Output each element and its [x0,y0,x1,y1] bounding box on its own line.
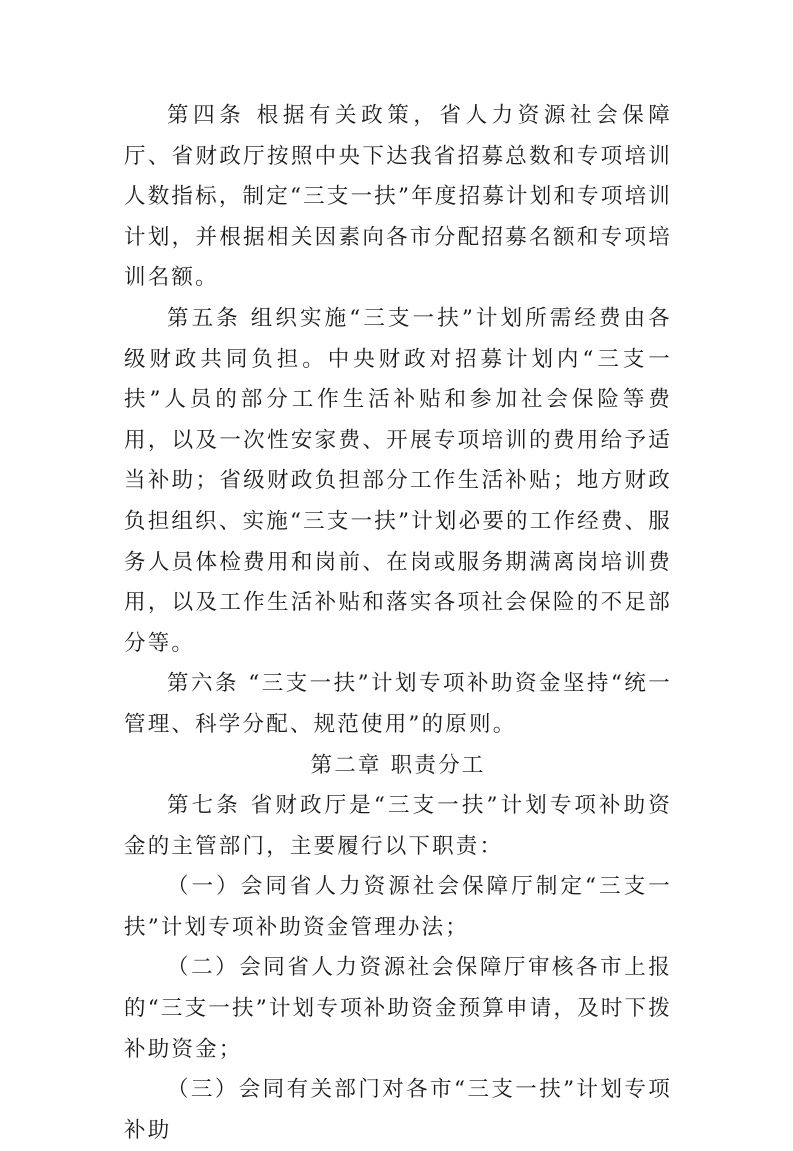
article-6-paragraph: 第六条 “三支一扶”计划专项补助资金坚持“统一管理、科学分配、规范使用”的原则。 [124,671,672,737]
duty-item-3: （三）会同有关部门对各市“三支一扶”计划专项补助 [124,1077,672,1143]
article-4-paragraph: 第四条 根据有关政策，省人力资源社会保障厅、省财政厅按照中央下达我省招募总数和专项培训人数指标，制定“三支一扶”年度招募计划和专项培训计划，并根据相关因素向各市分配招募名额和专项培训名额。 [124,103,672,291]
document-body [124,96,672,1151]
chapter-heading: 第二章 职责分工 [310,752,486,778]
duty-item-2: （二）会同省人力资源社会保障厅审核各市上报的“三支一扶”计划专项补助资金预算申请，及时下拨补助资金； [124,955,672,1062]
article-7-paragraph: 第七条 省财政厅是“三支一扶”计划专项补助资金的主管部门，主要履行以下职责： [124,793,672,859]
duty-item-1: （一）会同省人力资源社会保障厅制定“三支一扶”计划专项补助资金管理办法； [124,874,672,940]
article-5-paragraph: 第五条 组织实施“三支一扶”计划所需经费由各级财政共同负担。中央财政对招募计划内“三支一扶”人员的部分工作生活补贴和参加社会保险等费用，以及一次性安家费、开展专项培训的费用给予适当补助；省级财政负担部分工作生活补贴；地方财政负担组织、实施“三支一扶”计划必要的工作经费、服务人员体检费用和岗前、在岗或服务期满离岗培训费用，以及工作生活补贴和落实各项社会保险的不足部分等。 [124,305,672,656]
